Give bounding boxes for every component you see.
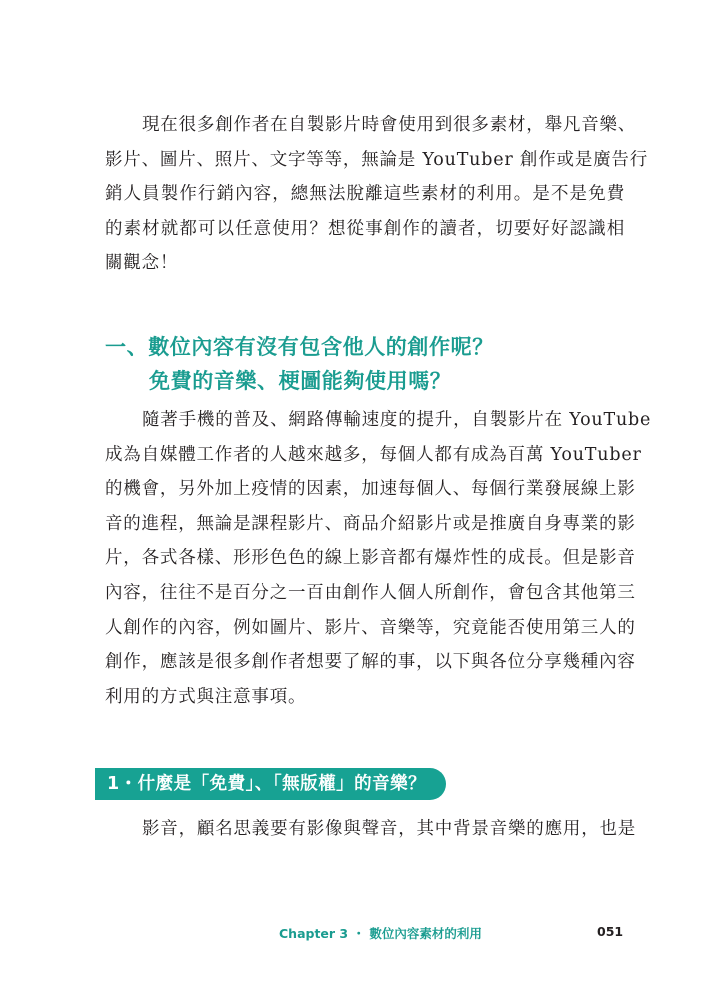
text-line: 影片、圖片、照片、文字等等，無論是 YouTuber 創作或是廣告行 <box>105 149 649 170</box>
text-line: 創作，應該是很多創作者想要了解的事，以下與各位分享幾種內容 <box>105 652 636 673</box>
text-line: 內容，往往不是百分之一百由創作人個人所創作，會包含其他第三 <box>105 582 636 603</box>
intro-paragraph <box>105 108 649 281</box>
text-line: 片，各式各樣、形形色色的線上影音都有爆炸性的成長。但是影音 <box>105 548 636 569</box>
text-line: 影音，顧名思義要有影像與聲音，其中背景音樂的應用，也是 <box>142 819 637 839</box>
text-line: 現在很多創作者在自製影片時會使用到很多素材，舉凡音樂、 <box>142 115 637 135</box>
text-line: 音的進程，無論是課程影片、商品介紹影片或是推廣自身專業的影 <box>105 513 636 534</box>
text-line: 的素材就都可以任意使用？想從事創作的讀者，切要好好認識相 <box>105 218 625 239</box>
text-line: 利用的方式與注意事項。 <box>105 686 307 707</box>
subsection-paragraph <box>105 812 637 847</box>
text-line: 成為自媒體工作者的人越來越多，每個人都有成為百萬 YouTuber <box>105 444 642 465</box>
section-heading-line-2: 免費的音樂、梗圖能夠使用嗎？ <box>149 369 452 393</box>
text-line: 銷人員製作行銷內容，總無法脫離這些素材的利用。是不是免費 <box>105 184 625 205</box>
text-line: 隨著手機的普及、網路傳輸速度的提升，自製影片在 YouTube <box>142 410 652 430</box>
section-paragraph <box>105 403 652 714</box>
section-heading <box>105 330 494 398</box>
section-heading-line-1: 一、數位內容有沒有包含他人的創作呢？ <box>105 335 494 359</box>
page-number: 051 <box>597 924 624 939</box>
text-line: 的機會，另外加上疫情的因素，加速每個人、每個行業發展線上影 <box>105 479 636 500</box>
footer-chapter-title: Chapter 3 ・ 數位內容素材的利用 <box>279 926 482 941</box>
text-line: 人創作的內容，例如圖片、影片、音樂等，究竟能否使用第三人的 <box>105 617 636 638</box>
subsection-label: 1・什麼是「免費」、「無版權」的音樂？ <box>95 768 446 800</box>
text-line: 關觀念！ <box>105 253 179 274</box>
